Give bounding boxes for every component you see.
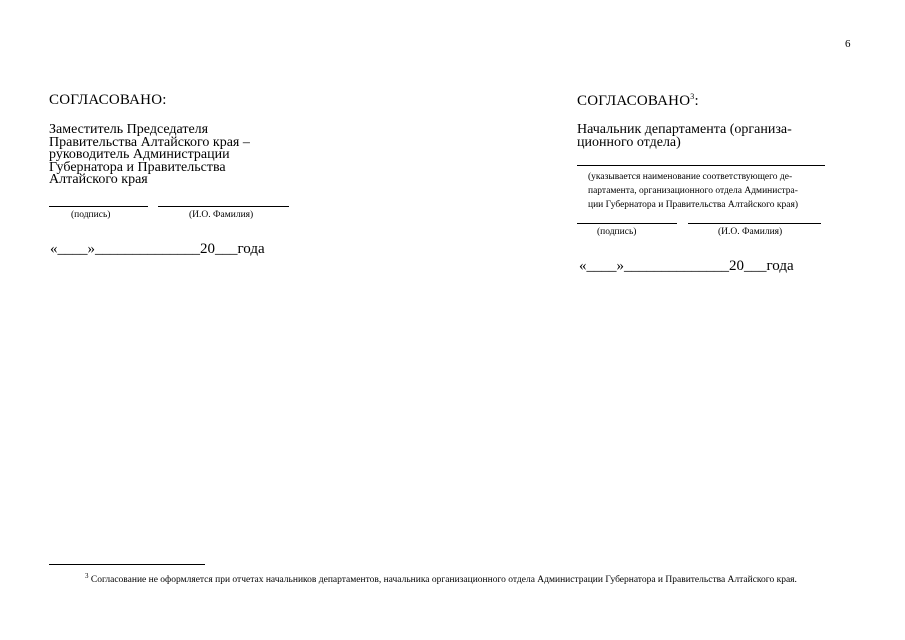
footnote-marker: 3	[85, 572, 89, 580]
right-position-line: ционного отдела)	[577, 134, 681, 150]
footnote-text: Согласование не оформляется при отчетах начальников департаментов, начальника организационного отдела Администрации Губернатора и Правительства Алтайского края.	[90, 575, 797, 586]
right-position-line: Начальник департамента (организа-	[577, 122, 792, 137]
left-position-line: руководитель Администрации	[49, 147, 230, 162]
left-position-title	[49, 124, 250, 187]
right-note-line: (указывается наименование соответствующего де-	[588, 172, 793, 182]
right-note-line: партамента, организационного отдела Администра-	[588, 186, 798, 196]
left-date-field: «____»______________20___года	[50, 241, 265, 257]
left-signature-label: (подпись)	[71, 210, 111, 220]
right-approval-heading	[577, 92, 699, 110]
left-approval-heading: СОГЛАСОВАНО:	[49, 92, 167, 108]
right-name-line	[688, 223, 821, 224]
page-number: 6	[845, 38, 851, 50]
left-name-label: (И.О. Фамилия)	[189, 210, 254, 220]
right-heading-text: СОГЛАСОВАНО	[577, 93, 691, 109]
left-position-line: Правительства Алтайского края –	[49, 134, 250, 150]
right-date-field: «____»______________20___года	[579, 258, 794, 274]
right-note-line: ции Губернатора и Правительства Алтайского края)	[588, 200, 799, 210]
right-signature-line	[577, 223, 677, 224]
left-position-line: Алтайского края	[49, 172, 148, 187]
footnote-separator	[49, 564, 205, 565]
left-position-line: Заместитель Председателя	[49, 122, 209, 137]
left-position-line: Губернатора и Правительства	[49, 159, 226, 175]
right-department-line	[577, 165, 825, 166]
left-name-line	[158, 206, 289, 207]
right-position-title	[577, 124, 792, 149]
right-department-note	[588, 170, 798, 212]
right-signature-label: (подпись)	[597, 227, 637, 237]
footnote-ref-marker: 3	[690, 92, 695, 101]
right-name-label: (И.О. Фамилия)	[718, 227, 783, 237]
right-heading-colon: :	[694, 93, 699, 109]
left-signature-line	[49, 206, 148, 207]
footnote	[49, 570, 855, 587]
